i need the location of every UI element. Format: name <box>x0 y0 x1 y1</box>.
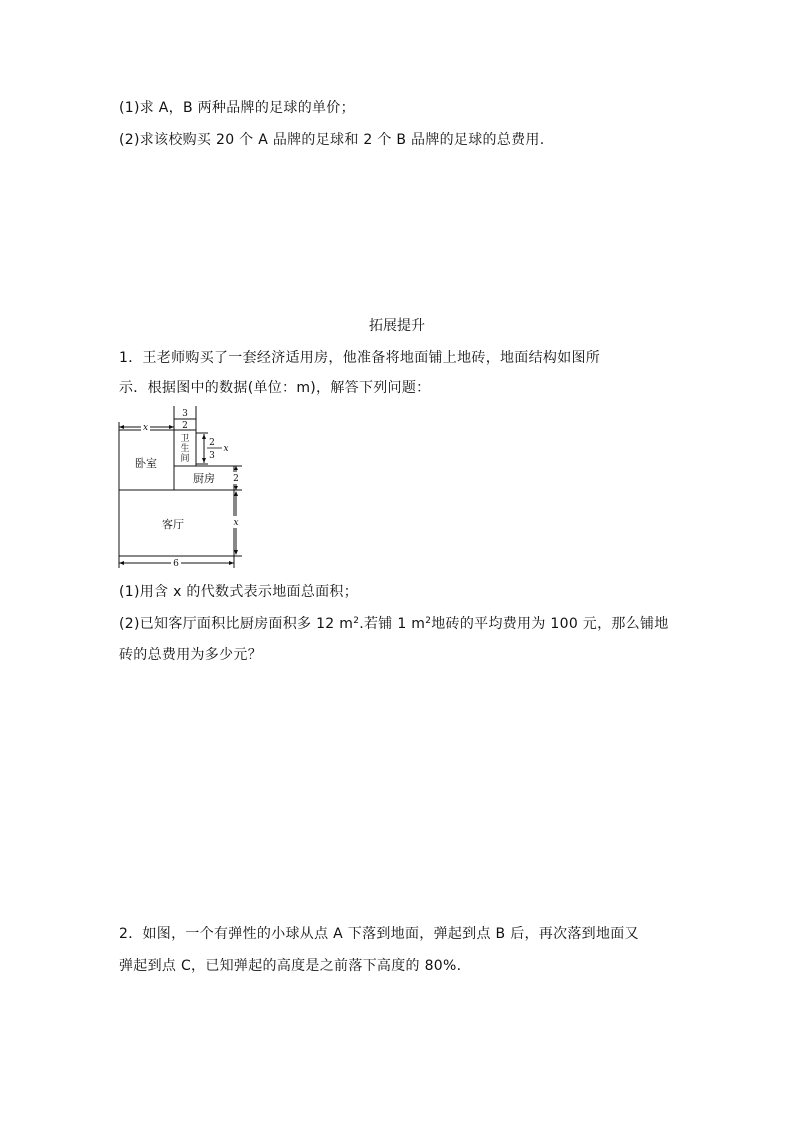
dim-kitchen-label: 2 <box>233 474 239 484</box>
floor-plan-figure <box>110 404 260 574</box>
dim-bath-numerator: 2 <box>209 438 215 448</box>
dim-living-x-label: x <box>233 518 239 528</box>
dim-frac-denominator: 2 <box>182 421 188 431</box>
problem1-question2-cont: 砖的总费用为多少元？ <box>119 647 262 663</box>
dim-frac-numerator: 3 <box>182 409 188 419</box>
problem1-line1: 1．王老师购买了一套经济适用房，他准备将地面铺上地砖，地面结构如图所 <box>119 350 601 366</box>
bathroom-label-2: 生 <box>180 444 190 454</box>
prev-question-1: (1)求 A，B 两种品牌的足球的单价； <box>119 100 355 116</box>
problem2-line1: 2．如图，一个有弹性的小球从点 A 下落到地面，弹起到点 B 后，再次落到地面又 <box>119 926 639 942</box>
kitchen-label: 厨房 <box>193 472 215 485</box>
prev-question-2: (2)求该校购买 20 个 A 品牌的足球和 2 个 B 品牌的足球的总费用. <box>119 132 545 148</box>
dim-bottom-label: 6 <box>173 559 179 569</box>
problem1-question2: (2)已知客厅面积比厨房面积多 12 $m^2$.若铺 1 $m^2$地砖的平均费用为 100 元，那么铺地 <box>119 616 669 632</box>
problem1-line2: 示．根据图中的数据(单位：m)，解答下列问题： <box>119 380 431 396</box>
dim-top-x-label: x <box>142 423 149 433</box>
bedroom-label: 卧室 <box>135 457 157 470</box>
bathroom-label-3: 间 <box>180 454 190 464</box>
problem2-line2: 弹起到点 C，已知弹起的高度是之前落下高度的 80%. <box>119 958 462 974</box>
dim-bath-denominator: 3 <box>209 451 215 461</box>
section-title: 拓展提升 <box>369 318 425 334</box>
problem1-question1: (1)用含 x 的代数式表示地面总面积； <box>119 584 359 600</box>
living-room-label: 客厅 <box>162 518 184 531</box>
bathroom-label-1: 卫 <box>180 434 190 444</box>
dim-bath-x-label: x <box>223 444 229 454</box>
